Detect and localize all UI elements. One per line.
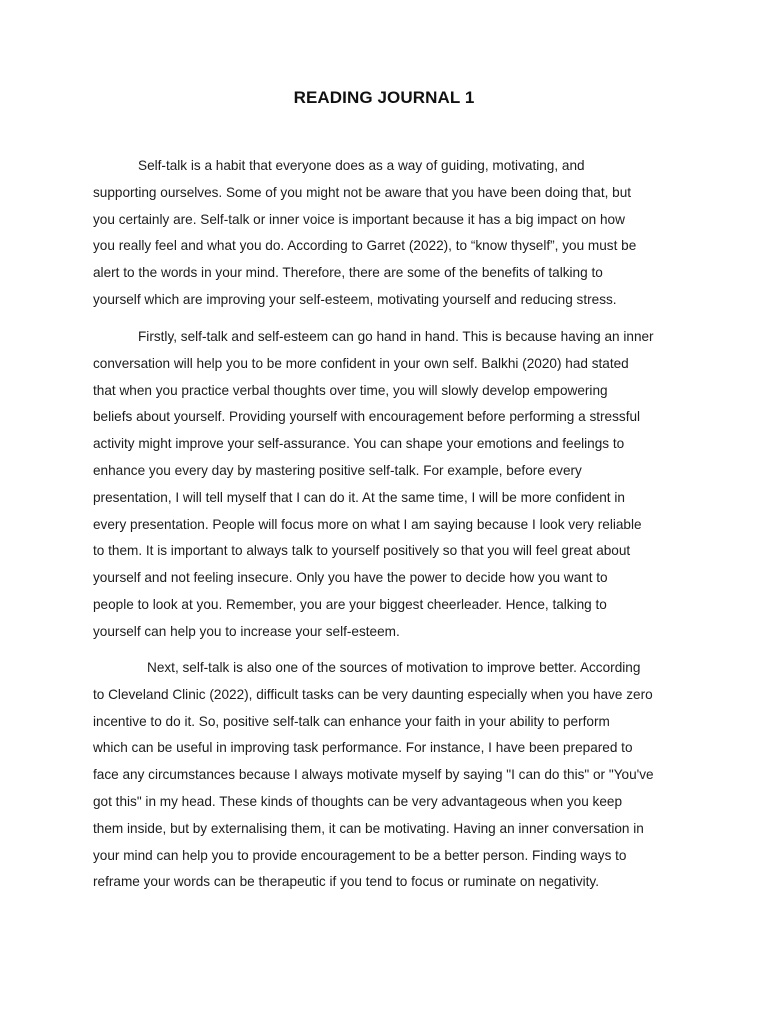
- paragraph-2: [93, 324, 677, 646]
- paragraph-line: reframe your words can be therapeutic if you tend to focus or ruminate on negativity.: [93, 874, 600, 890]
- paragraph-line: yourself and not feeling insecure. Only you have the power to decide how you want to: [93, 570, 608, 586]
- paragraph-1: [93, 153, 677, 314]
- paragraph-line: every presentation. People will focus more on what I am saying because I look very reliable: [93, 516, 642, 532]
- document-title: READING JOURNAL 1: [293, 88, 475, 107]
- paragraph-line: got this" in my head. These kinds of thoughts can be very advantageous when you keep: [93, 793, 623, 809]
- paragraph-line: yourself which are improving your self-esteem, motivating yourself and reducing stress.: [93, 291, 617, 307]
- paragraph-line: Next, self-talk is also one of the sources of motivation to improve better. According: [147, 660, 641, 675]
- paragraph-line: that when you practice verbal thoughts over time, you will slowly develop empowering: [93, 382, 608, 398]
- paragraph-line: them inside, but by externalising them, it can be motivating. Having an inner conversation in: [93, 820, 644, 836]
- paragraph-line: enhance you every day by mastering positive self-talk. For example, before every: [93, 462, 582, 478]
- paragraph-line: presentation, I will tell myself that I can do it. At the same time, I will be more confident in: [93, 489, 625, 505]
- paragraph-line: beliefs about yourself. Providing yourself with encouragement before performing a stressful: [93, 409, 641, 425]
- paragraph-3: [93, 655, 677, 896]
- paragraph-line: you certainly are. Self-talk or inner voice is important because it has a big impact on how: [93, 211, 625, 227]
- paragraph-line: you really feel and what you do. According to Garret (2022), to “know thyself”, you must be: [93, 238, 637, 254]
- paragraph-line: to them. It is important to always talk to yourself positively so that you will feel great about: [93, 543, 631, 559]
- paragraph-line: yourself can help you to increase your self-esteem.: [93, 623, 400, 639]
- paragraph-line: supporting ourselves. Some of you might not be aware that you have been doing that, but: [93, 184, 632, 200]
- paragraph-line: your mind can help you to provide encouragement to be a better person. Finding ways to: [93, 847, 627, 863]
- paragraph-line: people to look at you. Remember, you are your biggest cheerleader. Hence, talking to: [93, 596, 607, 612]
- paragraph-line: face any circumstances because I always motivate myself by saying "I can do this" or "You've: [93, 767, 654, 783]
- paragraph-line: Firstly, self-talk and self-esteem can go hand in hand. This is because having an inner: [138, 329, 654, 344]
- paragraph-line: conversation will help you to be more confident in your own self. Balkhi (2020) had stated: [93, 355, 629, 371]
- paragraph-line: Self-talk is a habit that everyone does as a way of guiding, motivating, and: [138, 158, 585, 173]
- paragraph-line: alert to the words in your mind. Therefore, there are some of the benefits of talking to: [93, 265, 603, 281]
- paragraph-line: activity might improve your self-assurance. You can shape your emotions and feelings to: [93, 436, 625, 452]
- paragraph-line: which can be useful in improving task performance. For instance, I have been prepared to: [93, 740, 633, 756]
- paragraph-line: to Cleveland Clinic (2022), difficult tasks can be very daunting especially when you have zero: [93, 686, 653, 702]
- paragraph-line: incentive to do it. So, positive self-talk can enhance your faith in your ability to perform: [93, 713, 610, 729]
